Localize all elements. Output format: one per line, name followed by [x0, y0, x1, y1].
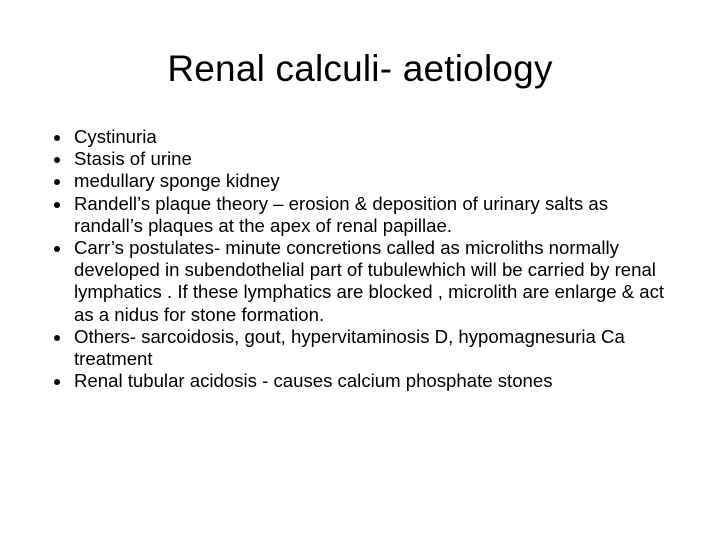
- bullet-randells-plaque-theory: Randell’s plaque theory – erosion & deposition of urinary salts as randall’s plaques at the apex of renal papillae.: [54, 193, 676, 237]
- bullet-list: [54, 126, 676, 392]
- bullet-carrs-postulates: Carr’s postulates- minute concretions called as microliths normally developed in subendothelial part of tubulewhich will be carried by renal lymphatics . If these lymphatics are blocked , microlith are enlarge & act as a nidus for stone formation.: [54, 237, 676, 326]
- bullet-renal-tubular-acidosis: Renal tubular acidosis - causes calcium phosphate stones: [54, 370, 676, 392]
- bullet-stasis-of-urine: Stasis of urine: [54, 148, 676, 170]
- bullet-medullary-sponge-kidney: medullary sponge kidney: [54, 170, 676, 192]
- slide-title: Renal calculi- aetiology: [167, 48, 553, 89]
- bullet-cystinuria: Cystinuria: [54, 126, 676, 148]
- bullet-others: Others- sarcoidosis, gout, hypervitaminosis D, hypomagnesuria Ca treatment: [54, 326, 676, 370]
